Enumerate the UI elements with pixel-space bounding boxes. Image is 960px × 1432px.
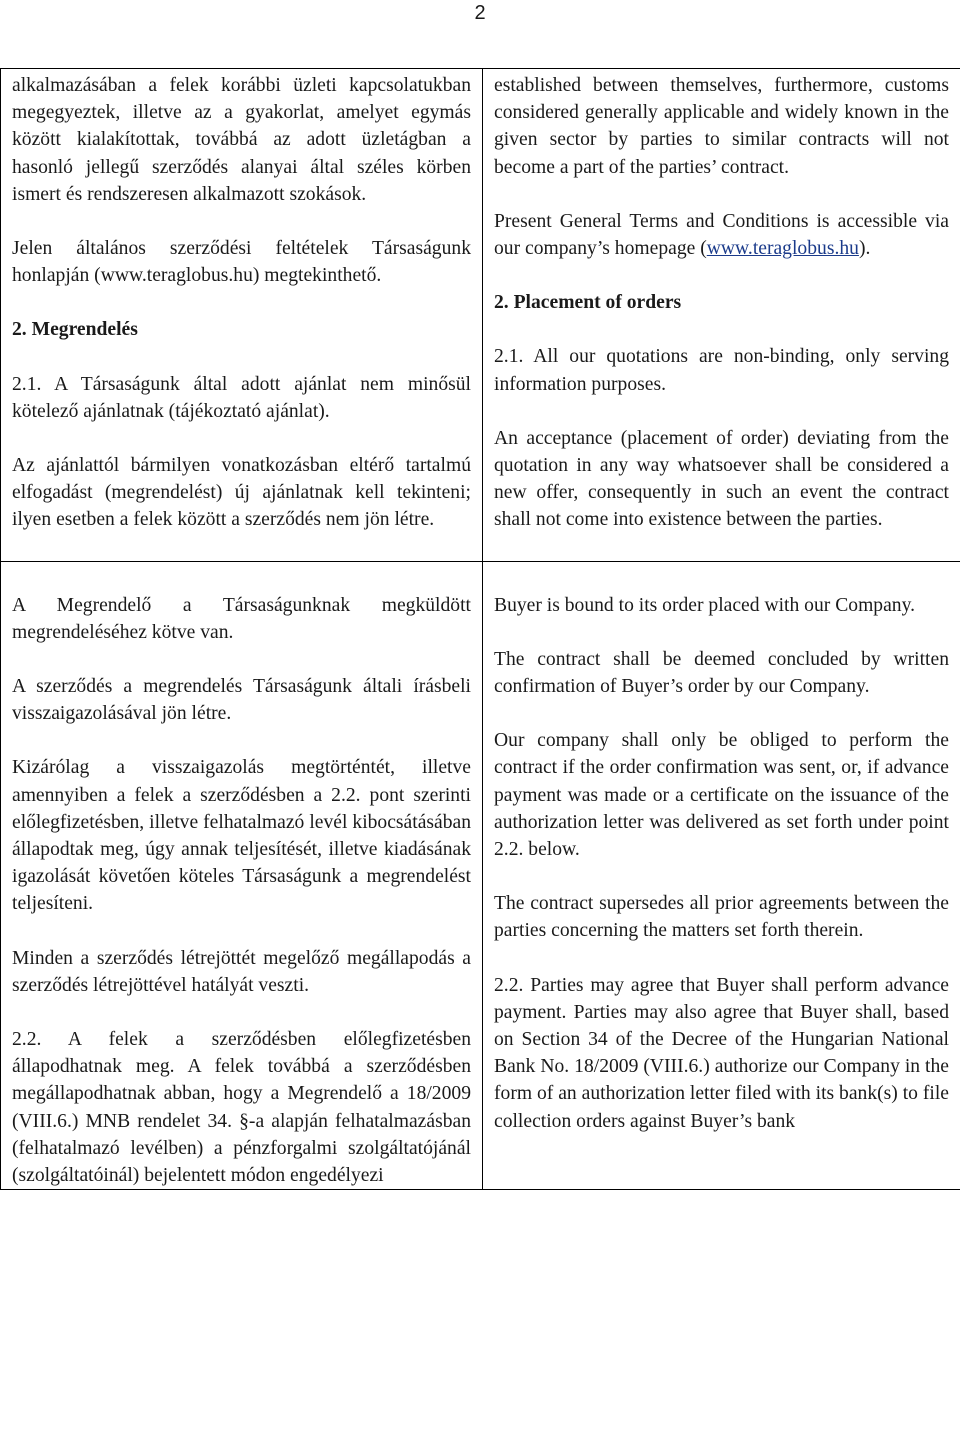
paragraph: 2.2. A felek a szerződésben előlegfizetésben állapodhatnak meg. A felek továbbá a szerződésben megállapodhatnak abban, hogy a Megrendelő a 18/2009 (VIII.6.) MNB rendelet 34. §-a alapján felhatalmazásban (felhatalmazó levélben) a pénzforgalmi szolgáltatójánál (szolgáltatóinál) bejelentett módon engedélyezi <box>12 1029 471 1187</box>
paragraph: Our company shall only be obliged to perform the contract if the order confirmation was sent, or, if advance payment was made or a certificate on the issuance of the authorization letter was delivered as set forth under point 2.2. below. <box>494 730 949 861</box>
paragraph: established between themselves, furthermore, customs considered generally applicable and widely known in the given sector by parties to similar contracts will not become a part of the parties’ contract. <box>494 75 949 178</box>
english-column <box>483 561 960 1190</box>
paragraph: Buyer is bound to its order placed with our Company. <box>494 594 916 616</box>
paragraph: alkalmazásában a felek korábbi üzleti kapcsolatukban megegyeztek, illetve az a gyakorlat, amelyet egymás között kialakítottak, továbbá az adott üzletágban a hasonló jellegű szerződés alanyai által széles körben ismert és rendszeresen alkalmazott szokások. <box>12 75 471 205</box>
paragraph: Minden a szerződés létrejöttét megelőző megállapodás a szerződés létrejöttével hatályát veszti. <box>12 947 471 996</box>
paragraph-text: ). <box>858 238 871 260</box>
paragraph: Kizárólag a visszaigazolás megtörténtét, illetve amennyiben a felek a szerződésben a 2.2. pont szerinti előlegfizetésben, illetve felhatalmazó levél kibocsátásában állapodtak meg, úgy annak teljesítését, illetve kiadásának igazolását követően köteles Társaságunk a megrendelést teljesíteni. <box>12 757 471 915</box>
hungarian-column <box>1 69 483 562</box>
paragraph <box>494 208 949 262</box>
homepage-link[interactable]: www.teraglobus.hu <box>706 238 859 260</box>
paragraph: An acceptance (placement of order) deviating from the quotation in any way whatsoever shall be considered a new offer, consequently in such an event the contract shall not come into existence between the parties. <box>494 427 949 531</box>
paragraph: 2.1. A Társaságunk által adott ajánlat nem minősül kötelező ajánlatnak (tájékoztató ajánlat). <box>12 373 471 422</box>
section-heading: 2. Megrendelés <box>12 319 138 341</box>
paragraph: A Megrendelő a Társaságunknak megküldött megrendeléséhez kötve van. <box>12 594 471 643</box>
paragraph: 2.1. All our quotations are non-binding, only serving information purposes. <box>494 346 949 395</box>
paragraph: 2.2. Parties may agree that Buyer shall perform advance payment. Parties may also agree that Buyer shall, based on Section 34 of the Decree of the Hungarian National Bank No. 18/2009 (VIII.6.) authorize our Company in the form of an authorization letter filed with its bank(s) to file collection orders against Buyer’s bank <box>494 974 949 1132</box>
english-column <box>483 69 960 562</box>
paragraph-text: Present General Terms and Conditions is accessible via our company’s homepage ( <box>494 210 949 260</box>
paragraph: The contract supersedes all prior agreements between the parties concerning the matters set forth therein. <box>494 893 949 942</box>
table-row <box>1 561 960 1190</box>
bilingual-terms-table <box>0 68 960 1190</box>
paragraph: The contract shall be deemed concluded by written confirmation of Buyer’s order by our Company. <box>494 648 949 698</box>
section-heading: 2. Placement of orders <box>494 292 682 314</box>
paragraph: A szerződés a megrendelés Társaságunk általi írásbeli visszaigazolásával jön létre. <box>12 676 471 725</box>
table-row <box>1 69 960 562</box>
page-number: 2 <box>474 2 486 24</box>
paragraph: Az ajánlattól bármilyen vonatkozásban eltérő tartalmú elfogadást (megrendelést) új ajánlatnak kell tekinteni; ilyen esetben a felek között a szerződés nem jön létre. <box>12 455 471 531</box>
paragraph: Jelen általános szerződési feltételek Társaságunk honlapján (www.teraglobus.hu) megtekinthető. <box>12 238 471 287</box>
hungarian-column <box>1 561 483 1190</box>
